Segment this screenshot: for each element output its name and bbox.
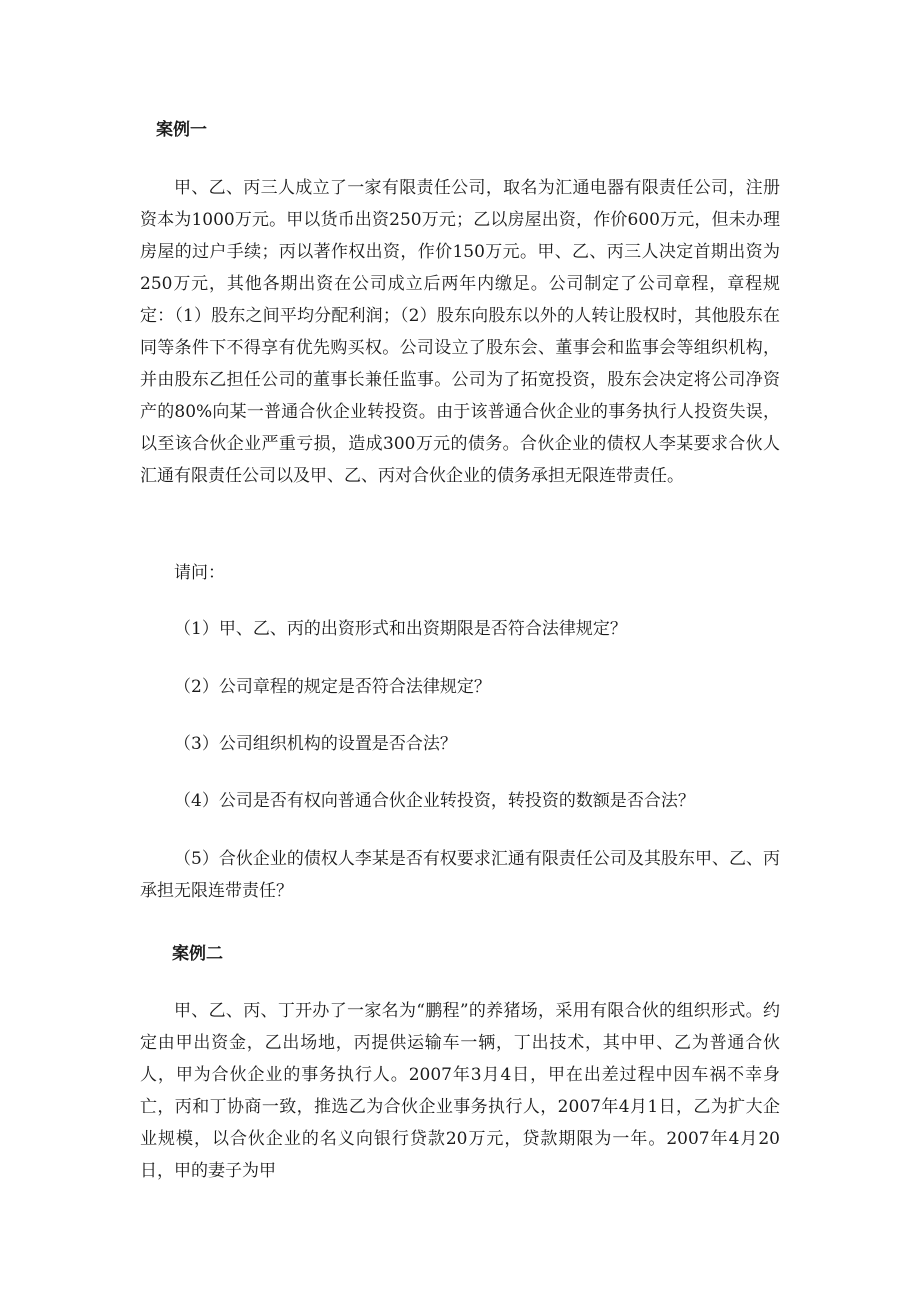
case1-question-5: （5）合伙企业的债权人李某是否有权要求汇通有限责任公司及其股东甲、乙、丙承担无限连带责任？ (140, 849, 780, 901)
case1-body: 甲、乙、丙三人成立了一家有限责任公司，取名为汇通电器有限责任公司，注册资本为1000万元。甲以货币出资250万元；乙以房屋出资，作价600万元，但未办理房屋的过户手续；丙以著作权出资，作价150万元。甲、乙、丙三人决定首期出资为250万元，其他各期出资在公司成立后两年内缴足。公司制定了公司章程，章程规定：（1）股东之间平均分配利润；（2）股东向股东以外的人转让股权时，其他股东在同等条件下不得享有优先购买权。公司设立了股东会、董事会和监事会等组织机构，并由股东乙担任公司的董事长兼任监事。公司为了拓宽投资，股东会决定将公司净资产的80%向某一普通合伙企业转投资。由于该普通合伙企业的事务执行人投资失误，以至该合伙企业严重亏损，造成300万元的债务。合伙企业的债权人李某要求合伙人汇通有限责任公司以及甲、乙、丙对合伙企业的债务承担无限连带责任。 (140, 178, 780, 486)
case1-question-4: （4）公司是否有权向普通合伙企业转投资，转投资的数额是否合法？ (174, 791, 695, 811)
case2-title: 案例二 (172, 944, 223, 964)
case1-question-3: （3）公司组织机构的设置是否合法？ (174, 734, 457, 754)
case1-question-1: （1）甲、乙、丙的出资形式和出资期限是否符合法律规定？ (174, 619, 627, 639)
case2-body: 甲、乙、丙、丁开办了一家名为“鹏程”的养猪场，采用有限合伙的组织形式。约定由甲出资金，乙出场地，丙提供运输车一辆，丁出技术，其中甲、乙为普通合伙人，甲为合伙企业的事务执行人。2007年3月4日，甲在出差过程中因车祸不幸身亡，丙和丁协商一致，推选乙为合伙企业事务执行人，2007年4月1日，乙为扩大企业规模，以合伙企业的名义向银行贷款20万元，贷款期限为一年。2007年4月20日，甲的妻子为甲 (140, 1001, 780, 1181)
case1-question-2: （2）公司章程的规定是否符合法律规定？ (174, 677, 491, 697)
case1-question-intro: 请问： (174, 563, 225, 583)
case1-title: 案例一 (156, 120, 207, 140)
